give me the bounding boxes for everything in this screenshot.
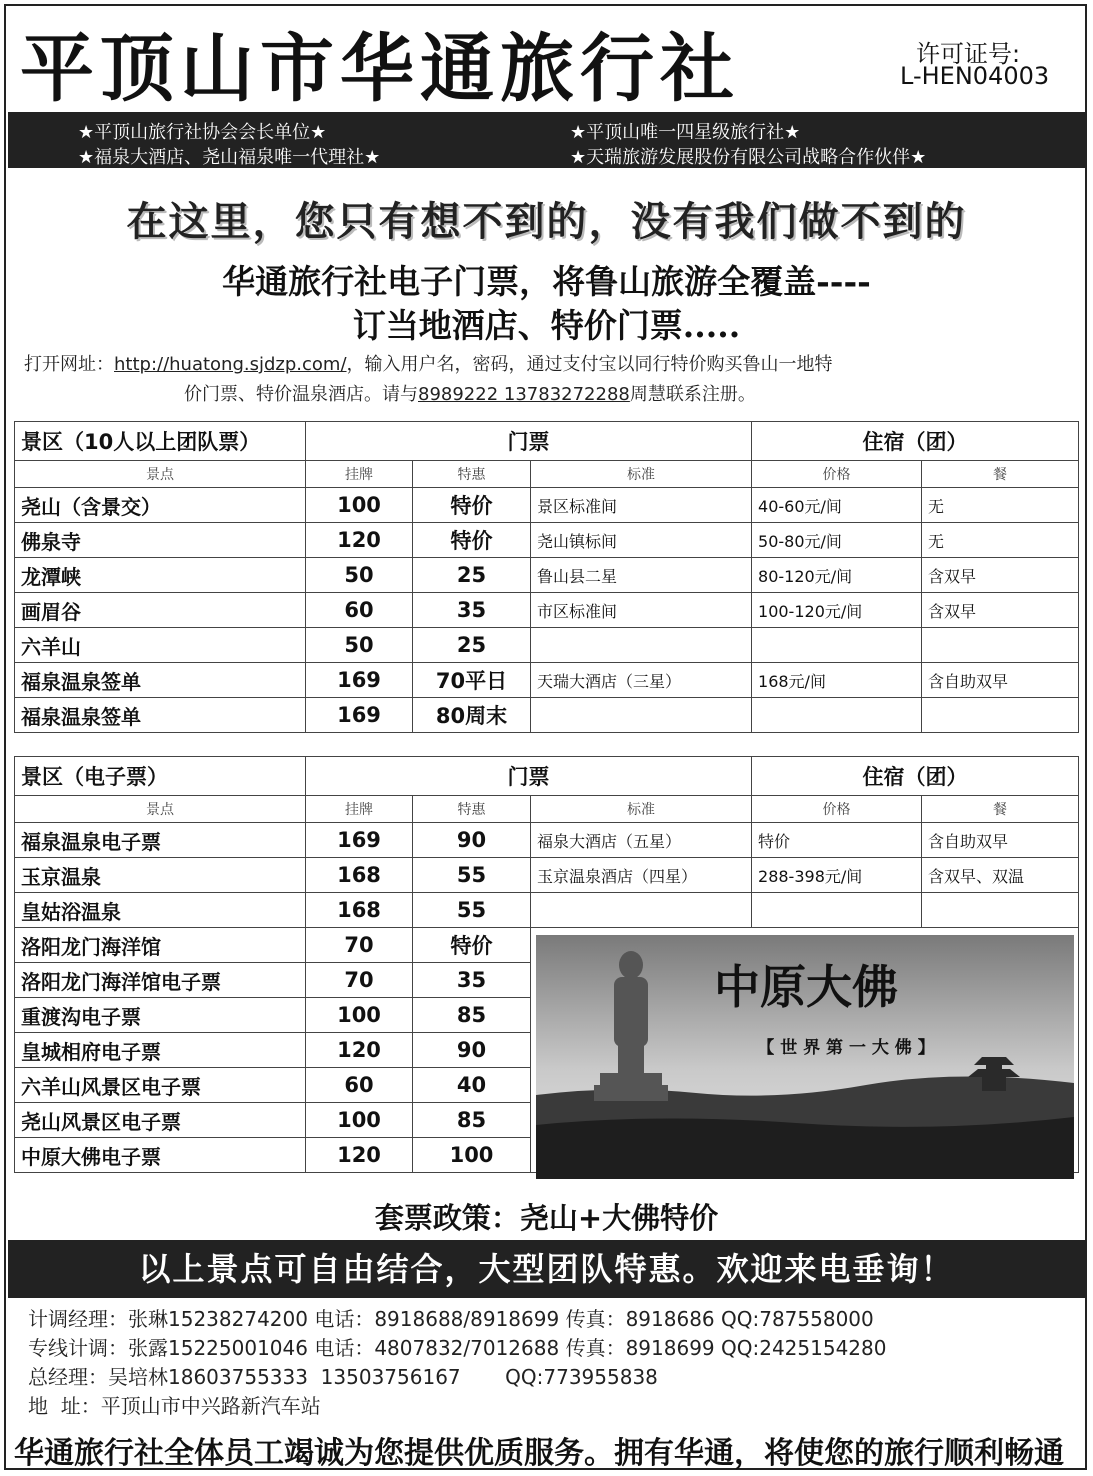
cell-meal: 含自助双早 bbox=[922, 823, 1079, 858]
banner-item: ★平顶山唯一四星级旅行社★ bbox=[570, 122, 801, 143]
col-header: 特惠 bbox=[413, 461, 531, 488]
cell-spot: 龙潭峡 bbox=[15, 558, 306, 593]
cell-spot: 佛泉寺 bbox=[15, 523, 306, 558]
cell-meal: 含双早、双温 bbox=[922, 858, 1079, 893]
sub-headline-2: 订当地酒店、特价门票..... bbox=[352, 306, 741, 345]
group-ticket-table bbox=[14, 421, 1079, 733]
cell-special-price: 55 bbox=[413, 858, 531, 893]
cell-meal: 含双早 bbox=[922, 593, 1079, 628]
cell-special-price: 80周末 bbox=[413, 698, 531, 733]
table-row bbox=[15, 698, 1079, 733]
photo-title: 中原大佛 bbox=[714, 960, 898, 1014]
table-row bbox=[15, 628, 1079, 663]
cell-meal: 无 bbox=[922, 488, 1079, 523]
cell-spot: 画眉谷 bbox=[15, 593, 306, 628]
contact-phones: 8989222 13783272288 bbox=[418, 384, 630, 405]
info-line2a: 价门票、特价温泉酒店。请与 bbox=[184, 384, 418, 405]
cell-list-price: 60 bbox=[306, 593, 413, 628]
col-header: 标准 bbox=[531, 461, 752, 488]
license-label: 许可证号: bbox=[916, 40, 1021, 68]
col-header: 景点 bbox=[15, 796, 306, 823]
cell-list-price: 50 bbox=[306, 628, 413, 663]
cell-room-price: 100-120元/间 bbox=[752, 593, 922, 628]
honor-banner bbox=[8, 112, 1085, 168]
sub-headline-1: 华通旅行社电子门票，将鲁山旅游全覆盖---- bbox=[222, 262, 871, 301]
cell-special-price: 特价 bbox=[413, 488, 531, 523]
promo-bar: 以上景点可自由结合，大型团队特惠。欢迎来电垂询！ bbox=[8, 1240, 1085, 1298]
cell-special-price: 40 bbox=[413, 1068, 531, 1103]
cell-spot: 中原大佛电子票 bbox=[15, 1138, 306, 1173]
table-header-ticket: 门票 bbox=[306, 422, 752, 461]
cell-special-price: 特价 bbox=[413, 928, 531, 963]
cell-spot: 福泉温泉签单 bbox=[15, 698, 306, 733]
cell-meal: 无 bbox=[922, 523, 1079, 558]
col-header: 餐 bbox=[922, 461, 1079, 488]
cell-list-price: 50 bbox=[306, 558, 413, 593]
cell-list-price: 100 bbox=[306, 998, 413, 1033]
cell-room-price: 80-120元/间 bbox=[752, 558, 922, 593]
cell-spot: 皇姑浴温泉 bbox=[15, 893, 306, 928]
cell-standard: 景区标准间 bbox=[531, 488, 752, 523]
cell-list-price: 70 bbox=[306, 928, 413, 963]
cell-spot: 六羊山 bbox=[15, 628, 306, 663]
table-row bbox=[15, 523, 1079, 558]
cell-special-price: 85 bbox=[413, 998, 531, 1033]
cell-meal bbox=[922, 893, 1079, 928]
cell-list-price: 120 bbox=[306, 523, 413, 558]
contact-line: 地 址：平顶山市中兴路新汽车站 bbox=[28, 1394, 321, 1418]
cell-list-price: 100 bbox=[306, 1103, 413, 1138]
cell-room-price bbox=[752, 893, 922, 928]
cell-spot: 福泉温泉电子票 bbox=[15, 823, 306, 858]
contact-line: 计调经理：张琳15238274200 电话：8918688/8918699 传真：8918686 QQ:787558000 bbox=[28, 1307, 874, 1331]
main-slogan: 在这里，您只有想不到的，没有我们做不到的 bbox=[126, 199, 967, 245]
cell-spot: 重渡沟电子票 bbox=[15, 998, 306, 1033]
table-header-area: 景区（电子票） bbox=[15, 757, 306, 796]
cell-list-price: 100 bbox=[306, 488, 413, 523]
cell-room-price: 特价 bbox=[752, 823, 922, 858]
table-header-lodging: 住宿（团） bbox=[752, 422, 1079, 461]
col-header: 挂牌 bbox=[306, 796, 413, 823]
cell-spot: 玉京温泉 bbox=[15, 858, 306, 893]
cell-special-price: 25 bbox=[413, 558, 531, 593]
cell-meal bbox=[922, 698, 1079, 733]
cell-special-price: 70平日 bbox=[413, 663, 531, 698]
info-line2b: 周慧联系注册。 bbox=[629, 384, 756, 405]
package-policy: 套票政策：尧山+大佛特价 bbox=[374, 1201, 719, 1235]
cell-meal: 含自助双早 bbox=[922, 663, 1079, 698]
col-header: 挂牌 bbox=[306, 461, 413, 488]
cell-spot: 洛阳龙门海洋馆电子票 bbox=[15, 963, 306, 998]
agency-title: 平顶山市华通旅行社 bbox=[20, 26, 740, 112]
cell-meal: 含双早 bbox=[922, 558, 1079, 593]
cell-special-price: 35 bbox=[413, 593, 531, 628]
col-header: 特惠 bbox=[413, 796, 531, 823]
cell-room-price: 40-60元/间 bbox=[752, 488, 922, 523]
cell-special-price: 25 bbox=[413, 628, 531, 663]
cell-special-price: 90 bbox=[413, 1033, 531, 1068]
cell-list-price: 70 bbox=[306, 963, 413, 998]
cell-standard bbox=[531, 698, 752, 733]
banner-item: ★天瑞旅游发展股份有限公司战略合作伙伴★ bbox=[570, 147, 927, 168]
banner-item: ★福泉大酒店、尧山福泉唯一代理社★ bbox=[78, 147, 381, 168]
table-row bbox=[15, 593, 1079, 628]
cell-standard: 市区标准间 bbox=[531, 593, 752, 628]
photo-subtitle: 【 世 界 第 一 大 佛 】 bbox=[757, 1038, 935, 1058]
contact-block bbox=[28, 1305, 886, 1421]
col-header: 价格 bbox=[752, 796, 922, 823]
cell-list-price: 120 bbox=[306, 1033, 413, 1068]
cell-standard: 鲁山县二星 bbox=[531, 558, 752, 593]
cell-spot: 福泉温泉签单 bbox=[15, 663, 306, 698]
table-row bbox=[15, 858, 1079, 893]
table-row bbox=[15, 488, 1079, 523]
cell-list-price: 169 bbox=[306, 823, 413, 858]
cell-standard: 福泉大酒店（五星） bbox=[531, 823, 752, 858]
cell-spot: 尧山风景区电子票 bbox=[15, 1103, 306, 1138]
cell-spot: 六羊山风景区电子票 bbox=[15, 1068, 306, 1103]
cell-list-price: 168 bbox=[306, 893, 413, 928]
cell-special-price: 100 bbox=[413, 1138, 531, 1173]
cell-special-price: 35 bbox=[413, 963, 531, 998]
cell-room-price bbox=[752, 628, 922, 663]
table-header-lodging: 住宿（团） bbox=[752, 757, 1079, 796]
registration-info bbox=[24, 350, 1074, 410]
cell-list-price: 120 bbox=[306, 1138, 413, 1173]
cell-meal bbox=[922, 628, 1079, 663]
cell-special-price: 85 bbox=[413, 1103, 531, 1138]
table-row bbox=[15, 823, 1079, 858]
cell-standard: 尧山镇标间 bbox=[531, 523, 752, 558]
table-header-ticket: 门票 bbox=[306, 757, 752, 796]
buddha-illustration bbox=[536, 935, 1074, 1179]
banner-item: ★平顶山旅行社协会会长单位★ bbox=[78, 122, 327, 143]
cell-list-price: 60 bbox=[306, 1068, 413, 1103]
cell-list-price: 169 bbox=[306, 698, 413, 733]
cell-list-price: 169 bbox=[306, 663, 413, 698]
info-prefix: 打开网址： bbox=[24, 354, 114, 375]
cell-standard bbox=[531, 628, 752, 663]
cell-special-price: 90 bbox=[413, 823, 531, 858]
cell-special-price: 55 bbox=[413, 893, 531, 928]
col-header: 餐 bbox=[922, 796, 1079, 823]
table-row bbox=[15, 558, 1079, 593]
contact-line: 专线计调：张露15225001046 电话：4807832/7012688 传真：8918699 QQ:2425154280 bbox=[28, 1336, 887, 1360]
info-mid: ，输入用户名，密码，通过支付宝以同行特价购买鲁山一地特 bbox=[346, 354, 833, 375]
forest bbox=[536, 1117, 1074, 1179]
buddha-photo bbox=[536, 935, 1074, 1179]
cell-special-price: 特价 bbox=[413, 523, 531, 558]
contact-line: 总经理：吴培林18603755333 13503756167 QQ:773955838 bbox=[28, 1365, 658, 1389]
cell-room-price: 168元/间 bbox=[752, 663, 922, 698]
cell-spot: 皇城相府电子票 bbox=[15, 1033, 306, 1068]
website-link[interactable]: http://huatong.sjdzp.com/ bbox=[114, 354, 347, 375]
cell-room-price: 50-80元/间 bbox=[752, 523, 922, 558]
col-header: 标准 bbox=[531, 796, 752, 823]
cell-spot: 洛阳龙门海洋馆 bbox=[15, 928, 306, 963]
table-header-area: 景区（10人以上团队票） bbox=[15, 422, 306, 461]
table-row bbox=[15, 893, 1079, 928]
cell-list-price: 168 bbox=[306, 858, 413, 893]
cell-room-price bbox=[752, 698, 922, 733]
footer-tagline: 华通旅行社全体员工竭诚为您提供优质服务。拥有华通，将使您的旅行顺利畅通 bbox=[14, 1436, 1064, 1471]
cell-spot: 尧山（含景交） bbox=[15, 488, 306, 523]
table-row bbox=[15, 663, 1079, 698]
cell-standard: 天瑞大酒店（三星） bbox=[531, 663, 752, 698]
cell-standard: 玉京温泉酒店（四星） bbox=[531, 858, 752, 893]
col-header: 景点 bbox=[15, 461, 306, 488]
cell-standard bbox=[531, 893, 752, 928]
license-number: L-HEN04003 bbox=[900, 62, 1050, 90]
cell-room-price: 288-398元/间 bbox=[752, 858, 922, 893]
col-header: 价格 bbox=[752, 461, 922, 488]
